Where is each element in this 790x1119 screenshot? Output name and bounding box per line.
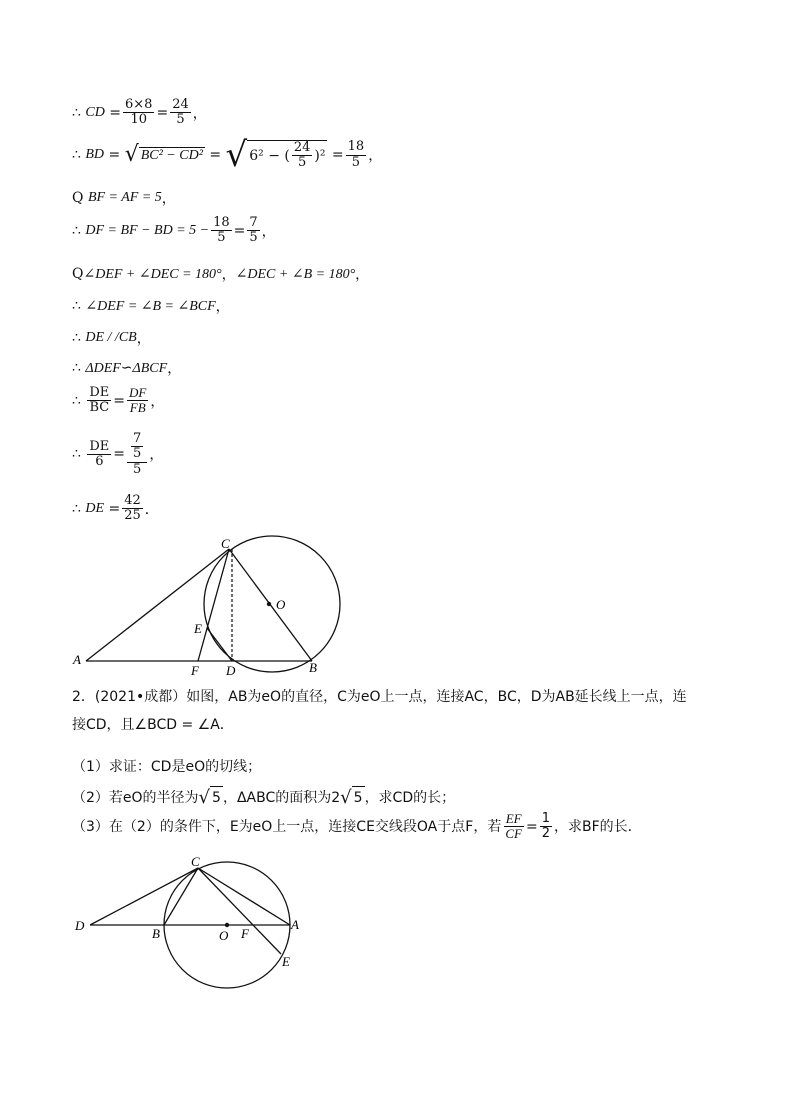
fraction: $\frac{18}{5}$ xyxy=(213,215,230,246)
fraction: $\frac{24}{5}$ xyxy=(172,97,189,128)
solution-line-angle-eq: ∴ ∠DEF = ∠B = ∠BCF ， xyxy=(72,298,230,315)
problem-2-question-2: （2）若eO的半径为 √ 5 ，ΔABC的面积为2 √ 5 ，求CD的长； xyxy=(72,786,456,808)
label-d: D xyxy=(226,663,236,678)
center-point-o xyxy=(225,923,229,927)
segment-ac xyxy=(86,549,229,661)
solution-line-similar: ∴ ΔDEF∽ΔBCF ， xyxy=(72,360,182,377)
fraction: $\frac{EF}{CF}$ xyxy=(505,811,522,842)
label-f: F xyxy=(241,926,249,941)
label-e: E xyxy=(194,621,202,636)
label-c: C xyxy=(191,854,200,869)
square-root: √ 5 xyxy=(340,786,363,808)
label-o: O xyxy=(276,597,286,612)
label-a: A xyxy=(291,917,299,932)
solution-line-angles: Q ∠DEF + ∠DEC = 180° ， ∠DEC + ∠B = 180° ， xyxy=(72,266,370,283)
problem-2-question-1: （1）求证：CD是eO的切线； xyxy=(72,759,262,775)
figure-2-geometry xyxy=(60,850,320,1000)
label-e: E xyxy=(282,954,290,969)
fraction: $\frac{18}{5}$ xyxy=(347,139,365,170)
figure-1-geometry xyxy=(60,530,360,680)
solution-line-de-over-6: ∴ $\frac{DE}{6}$ = $\frac{\frac{7}{5}}{5}$ ， xyxy=(72,431,164,477)
label-b: B xyxy=(152,926,160,941)
label-c: C xyxy=(221,536,230,551)
center-point-o xyxy=(267,602,271,606)
segment-ed xyxy=(207,628,232,661)
compound-fraction: $\frac{\frac{7}{5}}{5}$ xyxy=(127,432,147,477)
fraction: $\frac{1}{2}$ xyxy=(541,811,550,842)
fraction: $\frac{DE}{6}$ xyxy=(89,438,110,469)
solution-line-parallel: ∴ DE / /CB ， xyxy=(72,330,151,347)
solution-line-ratio: ∴ $\frac{DE}{BC}$ = $\frac{DF}{FB}$ ， xyxy=(72,385,165,416)
square-root: √ 6² − ( $\frac{24}{5}$ )² xyxy=(225,135,326,175)
problem-2-question-3: （3）在（2）的条件下，E为eO上一点，连接CE交线段OA于点F，若 $\frac{EF}{CF}$ = $\frac{1}{2}$ ，求BF的长． xyxy=(72,811,642,842)
solution-line-result: ∴ DE = $\frac{42}{25}$ ． xyxy=(72,493,159,524)
label-f: F xyxy=(191,663,199,678)
segment-dc xyxy=(90,868,198,925)
square-root: √ BC² − CD² xyxy=(124,142,203,167)
solution-line-cd: ∴ CD = $\frac{6\times 8}{10}$ = $\frac{24}{5}$ ， xyxy=(72,97,207,128)
solution-line-bf: Q BF = AF = 5 ， xyxy=(72,190,176,207)
segment-cf xyxy=(198,549,229,661)
fraction: $\frac{7}{5}$ xyxy=(249,215,258,246)
label-o: O xyxy=(219,928,229,943)
label-a: A xyxy=(73,652,81,667)
fraction: $\frac{42}{25}$ xyxy=(124,493,141,524)
solution-line-bd: ∴ BD = √ BC² − CD² = √ 6² − ( $\frac{24}{5}$ )² = $\frac{18}{5}$ ， xyxy=(72,135,383,175)
fraction: $\frac{DE}{BC}$ xyxy=(89,385,110,416)
square-root: √ 5 xyxy=(198,786,221,808)
label-b: B xyxy=(309,660,317,675)
label-d: D xyxy=(75,918,85,933)
fraction: $\frac{DF}{FB}$ xyxy=(129,385,147,416)
fraction: $\frac{6\times 8}{10}$ xyxy=(125,97,153,128)
solution-line-df: ∴ DF = BF − BD = 5 − $\frac{18}{5}$ = $\frac{7}{5}$ ， xyxy=(72,215,276,246)
problem-2-statement: 2．(2021•成都）如图，AB为eO的直径，C为eO上一点，连接AC，BC，D为AB延长线上一点，连 接CD，且∠BCD = ∠A． xyxy=(72,689,687,734)
